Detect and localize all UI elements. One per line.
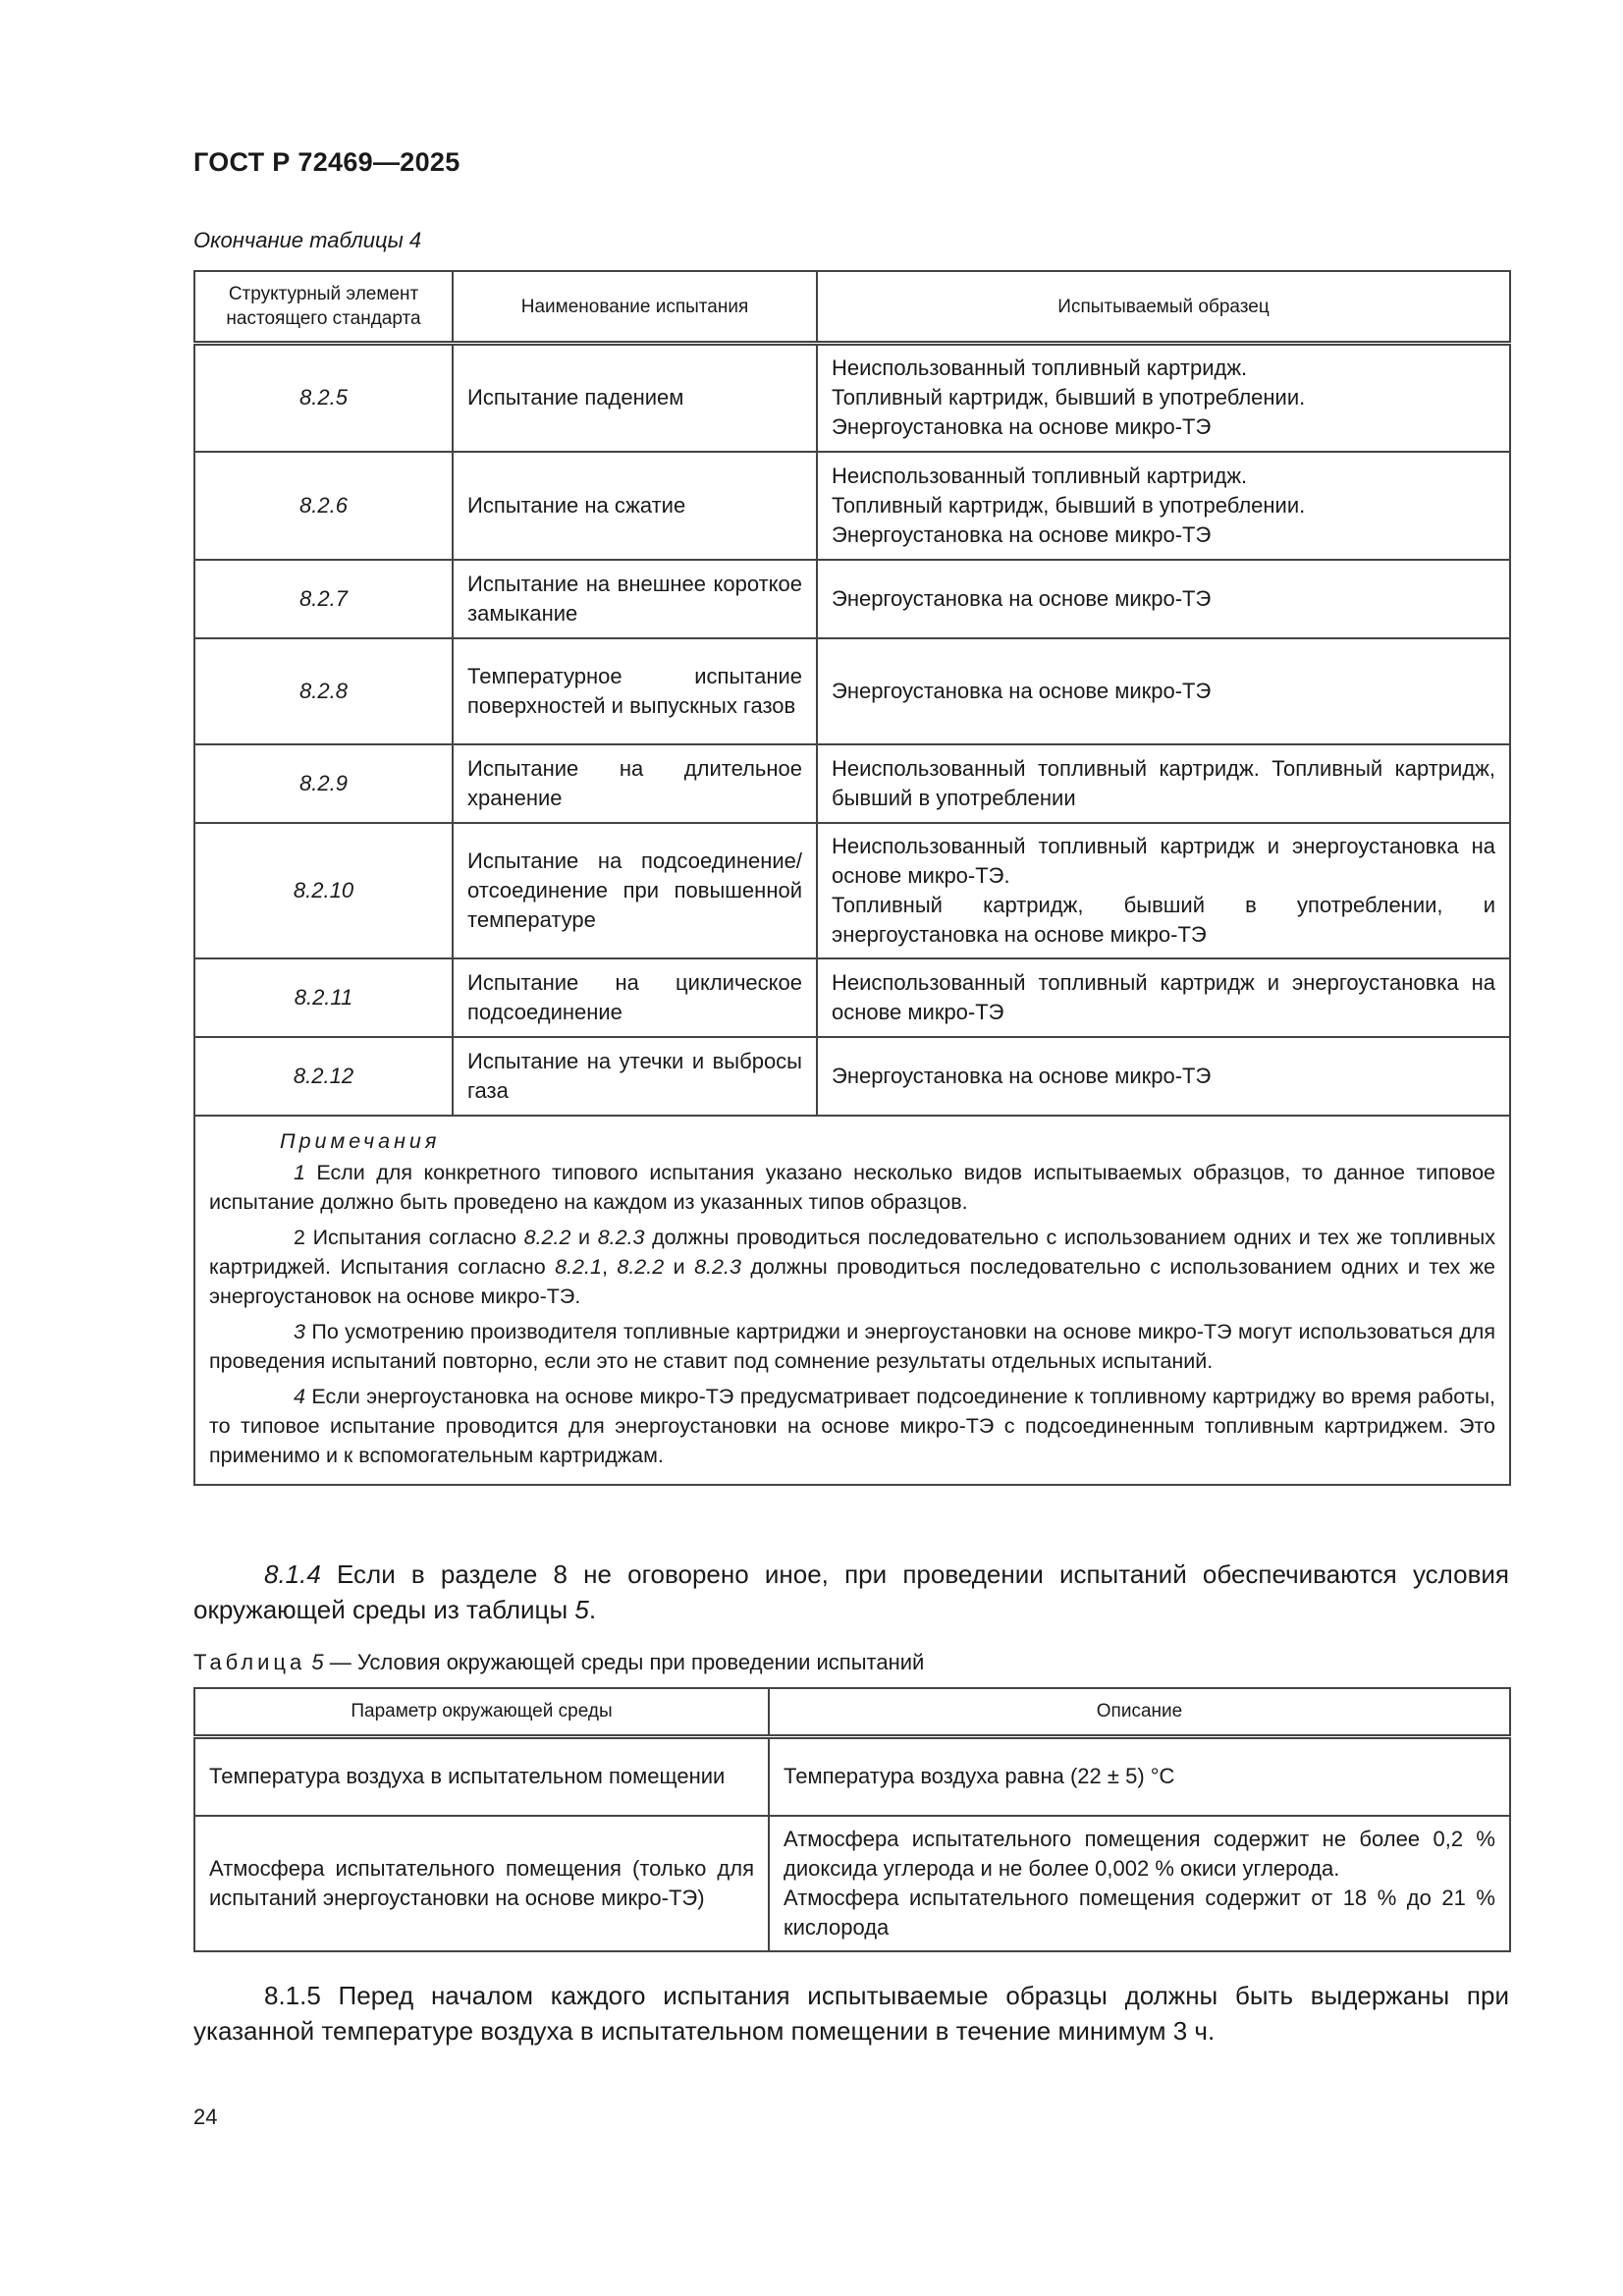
- paragraph-8-1-4: [193, 1557, 1509, 1627]
- table-row: [194, 452, 1510, 560]
- row-number: 8.2.7: [194, 560, 453, 638]
- note-2-ref: 8.2.3: [597, 1225, 645, 1249]
- row-parameter: Температура воздуха в испытательном помещении: [194, 1737, 769, 1816]
- page-number: 24: [193, 2105, 218, 2129]
- table-row: [194, 638, 1510, 744]
- note-3: [209, 1317, 1495, 1376]
- note-4-number: 4: [294, 1384, 305, 1408]
- table4-continuation-caption: Окончание таблицы 4: [193, 228, 422, 252]
- note-2: [209, 1223, 1495, 1311]
- note-2-text-b: и: [570, 1225, 598, 1249]
- clause-number: 8.1.4: [264, 1559, 321, 1589]
- row-description: [769, 1816, 1510, 1951]
- row-test-name: Испытание на циклическое подсоединение: [453, 958, 817, 1037]
- table4-col-element: Структурный элемент настоящего стандарта: [194, 271, 453, 344]
- row-test-name: Температурное испытание поверхностей и выпускных газов: [453, 638, 817, 744]
- row-sample: [817, 452, 1510, 560]
- note-4: [209, 1382, 1495, 1470]
- row-test-name: Испытание на сжатие: [453, 452, 817, 560]
- sample-line: Энергоустановка на основе микро-ТЭ: [832, 678, 1212, 703]
- table5-caption-word: Таблица: [193, 1650, 306, 1674]
- clause-end: .: [588, 1595, 597, 1624]
- row-number: 8.2.6: [194, 452, 453, 560]
- note-2-ref: 8.2.2: [617, 1254, 665, 1279]
- row-number: 8.2.10: [194, 823, 453, 958]
- row-number: 8.2.5: [194, 344, 453, 452]
- row-number: 8.2.11: [194, 958, 453, 1037]
- note-2-text-a: 2 Испытания согласно: [294, 1225, 524, 1249]
- table5-caption: [193, 1650, 924, 1675]
- note-2-text-c: должны проводиться последовательно с использованием одних и тех же топливных картриджей. Испытания согласно: [209, 1225, 1495, 1279]
- row-number: 8.2.8: [194, 638, 453, 744]
- note-2-ref: 8.2.3: [694, 1254, 741, 1279]
- sample-line: Энергоустановка на основе микро-ТЭ: [832, 1063, 1212, 1088]
- note-4-text: Если энергоустановка на основе микро-ТЭ предусматривает подсоединение к топливному картриджу во время работы, то типовое испытание проводится для энергоустановки на основе микро-ТЭ с подсоединенным топливным картриджем. Это применимо и к вспомогательным картриджам.: [209, 1384, 1495, 1467]
- sample-line: Энергоустановка на основе микро-ТЭ: [832, 521, 1212, 547]
- row-parameter: Атмосфера испытательного помещения (только для испытаний энергоустановки на основе микро-ТЭ): [194, 1816, 769, 1951]
- table5-header-row: [194, 1688, 1510, 1737]
- table-row: [194, 1737, 1510, 1816]
- row-test-name: Испытание на длительное хранение: [453, 744, 817, 823]
- sample-line: Топливный картридж, бывший в употреблении, и энергоустановка на основе микро-ТЭ: [832, 892, 1495, 947]
- sample-line: Неиспользованный топливный картридж.: [832, 355, 1248, 381]
- note-2-text-e: и: [664, 1254, 695, 1279]
- table4-col-test-name: Наименование испытания: [453, 271, 817, 344]
- row-test-name: Испытание падением: [453, 344, 817, 452]
- table4-col-sample: Испытываемый образец: [817, 271, 1510, 344]
- row-sample: [817, 638, 1510, 744]
- table-row: [194, 560, 1510, 638]
- table5-caption-text: — Условия окружающей среды при проведении испытаний: [323, 1650, 925, 1674]
- clause-text: Если в разделе 8 не оговорено иное, при проведении испытаний обеспечиваются условия окружающей среды из таблицы: [193, 1559, 1509, 1624]
- table-ref: 5: [574, 1595, 589, 1624]
- note-2-text-d: ,: [601, 1254, 618, 1279]
- table4-notes-row: [194, 1116, 1510, 1485]
- notes-title: Примечания: [280, 1128, 441, 1153]
- description-line: Температура воздуха равна (22 ± 5) °С: [784, 1764, 1175, 1789]
- standard-header: ГОСТ Р 72469—2025: [193, 147, 460, 177]
- sample-line: Неиспользованный топливный картридж и энергоустановка на основе микро-ТЭ.: [832, 833, 1495, 888]
- table5-col-parameter: Параметр окружающей среды: [194, 1688, 769, 1737]
- note-1-number: 1: [294, 1160, 305, 1184]
- sample-line: Неиспользованный топливный картридж.: [832, 463, 1248, 488]
- sample-line: Неиспользованный топливный картридж и энергоустановка на основе микро-ТЭ: [832, 969, 1495, 1024]
- row-sample: [817, 823, 1510, 958]
- row-test-name: Испытание на внешнее короткое замыкание: [453, 560, 817, 638]
- table-row: [194, 344, 1510, 452]
- note-1: [209, 1158, 1495, 1217]
- row-number: 8.2.9: [194, 744, 453, 823]
- row-number: 8.2.12: [194, 1037, 453, 1116]
- clause-text: 8.1.5 Перед началом каждого испытания испытываемые образцы должны быть выдержаны при указанной температуре воздуха в испытательном помещении в течение минимум 3 ч.: [193, 1981, 1509, 2046]
- row-sample: [817, 744, 1510, 823]
- table5: [193, 1687, 1511, 1952]
- row-sample: [817, 958, 1510, 1037]
- sample-line: Топливный картридж, бывший в употреблении.: [832, 385, 1306, 410]
- description-line: Атмосфера испытательного помещения содержит от 18 % до 21 % кислорода: [784, 1885, 1495, 1940]
- row-sample: [817, 1037, 1510, 1116]
- table4-header-row: [194, 271, 1510, 344]
- note-2-text-f: должны проводиться последовательно с использованием одних и тех же энергоустановок на основе микро-ТЭ.: [209, 1254, 1495, 1308]
- note-3-text: По усмотрению производителя топливные картриджи и энергоустановки на основе микро-ТЭ могут использоваться для проведения испытаний повторно, если это не ставит под сомнение результаты отдельных испытаний.: [209, 1319, 1495, 1373]
- note-2-ref: 8.2.2: [523, 1225, 571, 1249]
- table5-col-description: Описание: [769, 1688, 1510, 1737]
- sample-line: Топливный картридж, бывший в употреблении.: [832, 492, 1306, 518]
- table-row: [194, 1037, 1510, 1116]
- table4: [193, 270, 1511, 1486]
- row-description: [769, 1737, 1510, 1816]
- sample-line: Энергоустановка на основе микро-ТЭ: [832, 414, 1212, 440]
- sample-line: Неиспользованный топливный картридж. Топливный картридж, бывший в употреблении: [832, 755, 1495, 810]
- note-3-number: 3: [294, 1319, 305, 1343]
- table-row: [194, 744, 1510, 823]
- table5-caption-number: 5: [311, 1650, 324, 1674]
- table-row: [194, 1816, 1510, 1951]
- table-row: [194, 823, 1510, 958]
- note-1-text: Если для конкретного типового испытания указано несколько видов испытываемых образцов, то данное типовое испытание должно быть проведено на каждом из указанных типов образцов.: [209, 1160, 1495, 1214]
- row-test-name: Испытание на подсоединение/отсоединение при повышенной температуре: [453, 823, 817, 958]
- row-sample: [817, 344, 1510, 452]
- description-line: Атмосфера испытательного помещения содержит не более 0,2 % диоксида углерода и не более 0,002 % окиси углерода.: [784, 1826, 1495, 1881]
- table-row: [194, 958, 1510, 1037]
- table4-notes: [194, 1116, 1510, 1485]
- sample-line: Энергоустановка на основе микро-ТЭ: [832, 585, 1212, 611]
- row-test-name: Испытание на утечки и выбросы газа: [453, 1037, 817, 1116]
- paragraph-8-1-5: [193, 1978, 1509, 2049]
- note-2-ref: 8.2.1: [555, 1254, 602, 1279]
- row-sample: [817, 560, 1510, 638]
